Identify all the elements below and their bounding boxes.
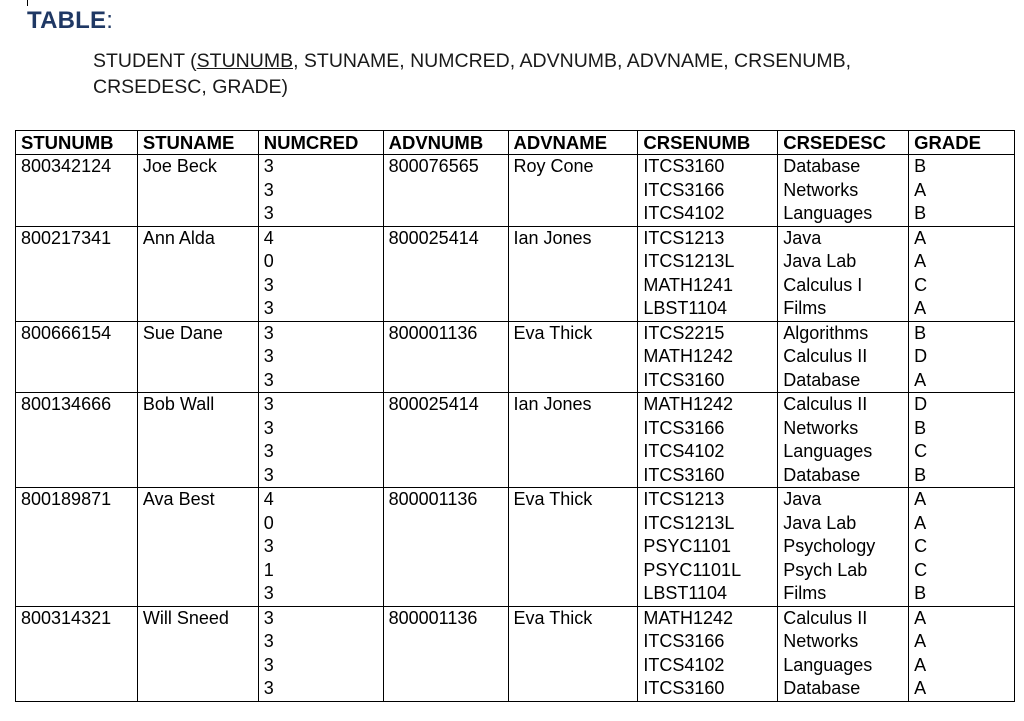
cell-crsenumb-value: ITCS1213L <box>643 251 735 271</box>
cell-stuname <box>137 155 258 227</box>
cell-stuname-value: Sue Dane <box>142 322 223 343</box>
cell-numcred-value: 3 <box>263 583 274 603</box>
cell-crsenumb-value: ITCS2215 <box>643 322 725 343</box>
table-row <box>16 606 1015 701</box>
cell-advname-value: Eva Thick <box>513 607 593 628</box>
cell-crsedesc-value: Database <box>783 464 861 485</box>
cell-numcred-value: 3 <box>263 631 274 651</box>
cell-crsedesc-value: Java Lab <box>783 251 857 271</box>
schema-prefix: STUDENT ( <box>93 50 197 72</box>
cell-numcred-value: 3 <box>263 369 274 390</box>
cell-stunumb-value: 800134666 <box>21 394 112 414</box>
cell-stunumb <box>16 393 138 488</box>
cell-crsenumb-value: ITCS3166 <box>643 631 725 651</box>
cell-stunumb <box>16 488 138 607</box>
cell-stunumb-value: 800314321 <box>21 607 112 628</box>
cell-advnumb-value: 800025414 <box>388 227 479 248</box>
cell-crsedesc <box>778 606 909 701</box>
cell-grade-value: B <box>914 417 927 438</box>
cell-numcred-value: 3 <box>263 678 274 698</box>
header-row <box>16 131 1015 155</box>
cell-crsenumb-value: ITCS3160 <box>643 678 725 698</box>
cell-stuname <box>137 488 258 607</box>
cell-crsedesc <box>778 321 909 393</box>
cell-stunumb <box>16 226 138 321</box>
cell-crsedesc-value: Database <box>783 678 861 698</box>
cell-crsenumb-value: ITCS1213 <box>643 227 725 248</box>
relation-schema <box>93 48 993 100</box>
cell-advname-value: Eva Thick <box>513 322 593 343</box>
cell-crsenumb-value: ITCS3166 <box>643 417 725 438</box>
cell-crsenumb-value: PSYC1101L <box>643 559 742 580</box>
cell-advnumb <box>383 226 508 321</box>
cell-crsenumb-value: MATH1241 <box>643 274 734 295</box>
cell-crsedesc <box>778 155 909 227</box>
table-row <box>16 393 1015 488</box>
cell-crsedesc-value: Java <box>783 489 822 509</box>
cell-crsenumb-value: LBST1104 <box>643 583 728 603</box>
cell-grade-value: C <box>914 274 928 295</box>
cell-crsenumb-value: ITCS3160 <box>643 464 725 485</box>
cell-crsenumb <box>638 393 778 488</box>
cell-crsedesc-value: Calculus I <box>783 274 863 295</box>
cell-crsenumb <box>638 226 778 321</box>
heading-label: TABLE <box>27 7 107 34</box>
cell-numcred-value: 3 <box>263 607 274 628</box>
cell-advname-value: Roy Cone <box>513 156 594 176</box>
cell-crsenumb-value: MATH1242 <box>643 394 734 414</box>
cell-grade-value: A <box>914 631 927 651</box>
cell-grade <box>909 606 1015 701</box>
cell-stunumb <box>16 606 138 701</box>
table-row <box>16 488 1015 607</box>
section-heading <box>27 7 113 35</box>
cell-crsenumb-value: ITCS3166 <box>643 179 725 200</box>
cell-numcred-value: 0 <box>263 512 274 533</box>
cell-numcred-value: 0 <box>263 251 274 271</box>
cell-crsedesc-value: Database <box>783 156 861 176</box>
heading-colon: : <box>106 7 114 34</box>
cell-numcred-value: 3 <box>263 346 274 366</box>
cell-advnumb-value: 800001136 <box>388 607 478 628</box>
cell-stuname <box>137 606 258 701</box>
primary-key: STUNUMB, <box>196 50 299 72</box>
cell-stunumb <box>16 155 138 227</box>
cell-numcred-value: 3 <box>263 322 274 343</box>
cell-numcred-value: 1 <box>263 559 274 580</box>
margin-tick <box>27 0 28 6</box>
cell-grade <box>909 488 1015 607</box>
cell-crsedesc <box>778 393 909 488</box>
cell-stuname-value: Joe Beck <box>142 156 217 176</box>
student-table <box>15 130 1015 702</box>
col-header-advnumb: ADVNUMB <box>383 131 508 155</box>
cell-crsedesc-value: Psychology <box>783 536 876 556</box>
cell-advnumb <box>383 321 508 393</box>
cell-crsedesc-value: Java <box>783 227 822 248</box>
cell-advname <box>508 321 638 393</box>
cell-crsenumb <box>638 155 778 227</box>
cell-numcred <box>258 606 383 701</box>
cell-grade-value: A <box>914 251 927 271</box>
cell-grade-value: A <box>914 179 927 200</box>
cell-stuname-value: Will Sneed <box>142 607 229 628</box>
cell-stuname <box>137 321 258 393</box>
cell-crsenumb-value: MATH1242 <box>643 607 734 628</box>
cell-crsedesc-value: Calculus II <box>783 394 868 414</box>
cell-numcred <box>258 155 383 227</box>
cell-numcred-value: 3 <box>263 274 274 295</box>
cell-numcred-value: 3 <box>263 441 274 461</box>
cell-crsenumb <box>638 606 778 701</box>
cell-crsedesc <box>778 226 909 321</box>
cell-numcred <box>258 393 383 488</box>
col-header-stunumb: STUNUMB <box>16 131 138 155</box>
cell-crsedesc-value: Languages <box>783 654 873 675</box>
cell-crsedesc-value: Java Lab <box>783 512 857 533</box>
cell-numcred-value: 3 <box>263 179 274 200</box>
cell-numcred-value: 3 <box>263 298 274 318</box>
col-header-advname: ADVNAME <box>508 131 638 155</box>
cell-grade-value: D <box>914 394 928 414</box>
cell-advnumb-value: 800025414 <box>388 394 479 414</box>
cell-advnumb-value: 800076565 <box>388 156 479 176</box>
cell-advnumb <box>383 606 508 701</box>
col-header-stuname: STUNAME <box>137 131 258 155</box>
cell-grade <box>909 226 1015 321</box>
col-header-crsedesc: CRSEDESC <box>778 131 909 155</box>
cell-grade-value: C <box>914 536 928 556</box>
cell-crsedesc-value: Languages <box>783 203 873 223</box>
cell-grade-value: A <box>914 489 927 509</box>
cell-advname <box>508 155 638 227</box>
cell-crsedesc-value: Networks <box>783 417 859 438</box>
cell-advnumb <box>383 155 508 227</box>
cell-crsenumb-value: ITCS3160 <box>643 156 725 176</box>
cell-crsedesc-value: Languages <box>783 441 873 461</box>
table-body <box>16 155 1015 702</box>
cell-crsedesc-value: Networks <box>783 179 859 200</box>
cell-grade-value: C <box>914 441 928 461</box>
cell-advname-value: Ian Jones <box>513 394 592 414</box>
cell-crsenumb-value: ITCS1213 <box>643 489 725 509</box>
cell-grade-value: A <box>914 369 927 390</box>
schema-line1-rest: STUNAME, NUMCRED, ADVNUMB, ADVNAME, CRSENUMB, <box>298 50 852 72</box>
cell-numcred <box>258 321 383 393</box>
cell-crsenumb-value: ITCS4102 <box>643 203 725 223</box>
cell-advname <box>508 226 638 321</box>
cell-numcred-value: 3 <box>263 156 274 176</box>
cell-grade-value: A <box>914 654 927 675</box>
cell-grade <box>909 321 1015 393</box>
cell-stuname-value: Ann Alda <box>142 227 215 248</box>
cell-grade <box>909 393 1015 488</box>
cell-crsenumb-value: LBST1104 <box>643 298 728 318</box>
table-row <box>16 155 1015 227</box>
cell-crsedesc-value: Calculus II <box>783 346 868 366</box>
cell-crsedesc-value: Films <box>783 583 827 603</box>
cell-grade-value: A <box>914 298 927 318</box>
table-row <box>16 226 1015 321</box>
cell-stunumb-value: 800189871 <box>21 489 112 509</box>
cell-advname <box>508 488 638 607</box>
cell-crsenumb-value: PSYC1101 <box>643 536 732 556</box>
schema-line2: CRSEDESC, GRADE) <box>93 76 289 98</box>
cell-grade-value: B <box>914 322 927 343</box>
cell-crsenumb <box>638 321 778 393</box>
cell-grade-value: D <box>914 346 928 366</box>
cell-crsenumb-value: ITCS3160 <box>643 369 725 390</box>
col-header-crsenumb: CRSENUMB <box>638 131 778 155</box>
cell-numcred <box>258 226 383 321</box>
cell-grade-value: B <box>914 203 927 223</box>
cell-advnumb-value: 800001136 <box>388 489 478 509</box>
cell-crsedesc-value: Films <box>783 298 827 318</box>
cell-grade-value: A <box>914 678 927 698</box>
cell-numcred-value: 3 <box>263 536 274 556</box>
table-row <box>16 321 1015 393</box>
cell-grade-value: B <box>914 583 927 603</box>
cell-crsenumb-value: ITCS4102 <box>643 441 725 461</box>
cell-grade-value: B <box>914 156 927 176</box>
cell-crsedesc <box>778 488 909 607</box>
cell-grade-value: C <box>914 559 928 580</box>
cell-numcred-value: 3 <box>263 417 274 438</box>
cell-numcred-value: 3 <box>263 464 274 485</box>
cell-grade-value: B <box>914 464 927 485</box>
cell-grade <box>909 155 1015 227</box>
cell-stunumb-value: 800666154 <box>21 322 112 343</box>
cell-grade-value: A <box>914 512 927 533</box>
col-header-numcred: NUMCRED <box>258 131 383 155</box>
cell-stunumb <box>16 321 138 393</box>
cell-stuname-value: Bob Wall <box>142 394 215 414</box>
cell-advname-value: Eva Thick <box>513 489 593 509</box>
cell-crsedesc-value: Algorithms <box>783 322 869 343</box>
cell-advname <box>508 606 638 701</box>
cell-numcred <box>258 488 383 607</box>
col-header-grade: GRADE <box>909 131 1015 155</box>
cell-crsenumb <box>638 488 778 607</box>
cell-advnumb-value: 800001136 <box>388 322 478 343</box>
cell-advname-value: Ian Jones <box>513 227 592 248</box>
cell-crsenumb-value: ITCS4102 <box>643 654 725 675</box>
cell-numcred-value: 4 <box>263 489 274 509</box>
cell-stunumb-value: 800342124 <box>21 156 112 176</box>
cell-advnumb <box>383 393 508 488</box>
cell-crsedesc-value: Calculus II <box>783 607 868 628</box>
cell-crsedesc-value: Networks <box>783 631 859 651</box>
cell-grade-value: A <box>914 227 927 248</box>
cell-stuname <box>137 393 258 488</box>
cell-numcred-value: 3 <box>263 203 274 223</box>
cell-numcred-value: 3 <box>263 654 274 675</box>
cell-crsedesc-value: Psych Lab <box>783 559 868 580</box>
cell-numcred-value: 3 <box>263 394 274 414</box>
cell-grade-value: A <box>914 607 927 628</box>
cell-stuname <box>137 226 258 321</box>
cell-numcred-value: 4 <box>263 227 274 248</box>
cell-crsedesc-value: Database <box>783 369 861 390</box>
cell-stuname-value: Ava Best <box>142 489 215 509</box>
cell-crsenumb-value: ITCS1213L <box>643 512 735 533</box>
cell-advnumb <box>383 488 508 607</box>
cell-advname <box>508 393 638 488</box>
cell-stunumb-value: 800217341 <box>21 227 112 248</box>
cell-crsenumb-value: MATH1242 <box>643 346 734 366</box>
